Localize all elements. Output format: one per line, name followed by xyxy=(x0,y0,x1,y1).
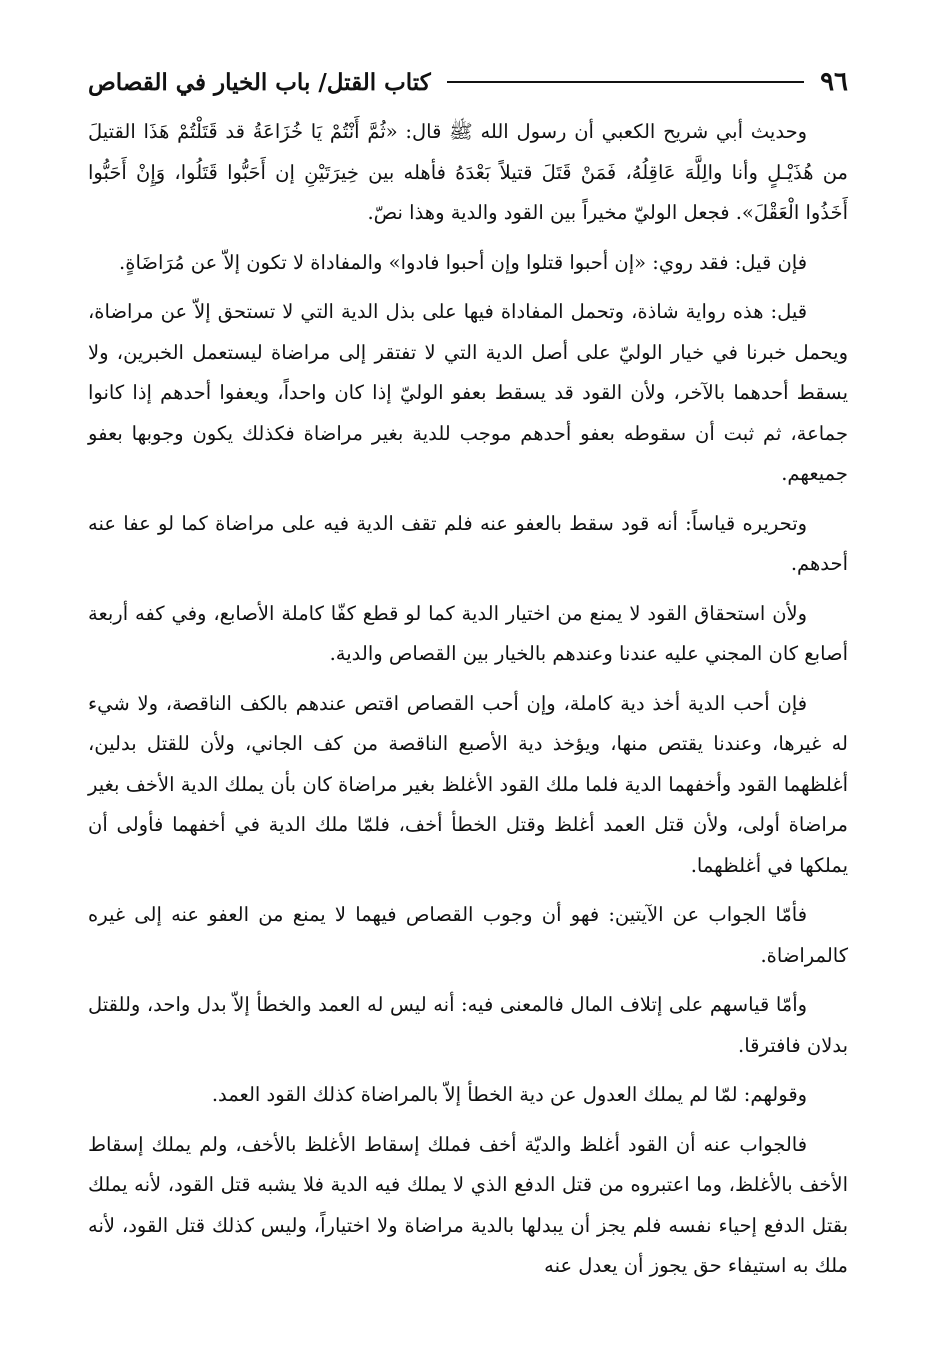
paragraph-6: فإن أحب الدية أخذ دية كاملة، وإن أحب القصاص اقتص عندهم بالكف الناقصة، ولا شيء له غيرها، وعندنا يقتص منها، ويؤخذ دية الأصبع الناقصة من كف الجاني، ولأن للقتل بدلين، أغلظهما القود وأخفهما الدية فلما ملك القود الأغلظ بغير مراضاة كان بأن يملك الدية الأخف بغير مراضاة أولى، ولأن قتل العمد أغلظ وقتل الخطأ أخف، فلمّا ملك الدية في أخفهما فأولى أن يملكها في أغلظهما. xyxy=(88,691,848,877)
paragraph-3: قيل: هذه رواية شاذة، وتحمل المفاداة فيها على بذل الدية التي لا تستحق إلاّ عن مراضاة، ويحمل خبرنا في خيار الوليّ على أصل الدية التي لا تفتقر إلى مراضاة ليستعمل الخبرين، ولا يسقط أحدهما بالآخر، ولأن القود قد يسقط بعفو الوليّ إذا كان واحداً، ويعفوا أحدهم إذا كانوا جماعة، ثم ثبت أن سقوطه بعفو أحدهم موجب للدية بغير مراضاة فكذلك يكون وجوبها بعفو جميعهم. xyxy=(88,300,848,485)
page-number: ٩٦ xyxy=(820,67,848,97)
paragraph-7: فأمّا الجواب عن الآيتين: فهو أن وجوب القصاص فيهما لا يمنع من العفو عنه إلى غيره كالمراضاة. xyxy=(88,903,848,967)
paragraph-9: وقولهم: لمّا لم يملك العدول عن دية الخطأ إلاّ بالمراضاة كذلك القود العمد. xyxy=(211,1083,808,1106)
paragraph-10: فالجواب عنه أن القود أغلظ والديّة أخف فملك إسقاط الأغلظ بالأخف، ولم يملك إسقاط الأخف بالأغلظ، وما اعتبروه من قتل الدفع الذي لا يملك فيه الدية فلا يشبه قتل القود، لأنه يملك بقتل الدفع إحياء نفسه فلم يجز أن يبدلها بالدية مراضاة ولا اختياراً، وليس كذلك قتل القود، لأنه ملك به استيفاء حق يجوز أن يعدل عنه xyxy=(88,1132,848,1277)
page-header xyxy=(88,62,848,102)
paragraph-2: فإن قيل: فقد روي: «إن أحبوا قتلوا وإن أحبوا فادوا» والمفاداة لا تكون إلاّ عن مُرَاضَاةٍ. xyxy=(119,250,808,274)
paragraph-5: ولأن استحقاق القود لا يمنع من اختيار الدية كما لو قطع كفّا كاملة الأصابع، وفي كفه أربعة أصابع كان المجني عليه عندنا وعندهم بالخيار بين القصاص والدية. xyxy=(88,601,848,665)
paragraph-1: وحديث أبي شريح الكعبي أن رسول الله ﷺ قال: «ثُمَّ أَنْتُمْ يَا خُزَاعَةُ قد قَتَلْتُمْ هَذَا القتيلَ من هُذَيْـلٍ وأنا والِلَّهَ عَاقِلُهُ، فَمَنْ قَتَلَ قتيلاً بَعْدَهُ فأهله بين خِيرَتَيْنِ إن أَحَبُّوا قَتَلُوا، وَإِنْ أَحَبُّوا أَخَذُوا الْعَقْلَ». فجعل الوليّ مخيراً بين القود والدية وهذا نصّ. xyxy=(88,120,848,224)
header-rule xyxy=(447,81,804,83)
paragraph-8: وأمّا قياسهم على إتلاف المال فالمعنى فيه: أنه ليس له العمد والخطأ إلاّ بدل واحد، وللقتل بدلان فافترقا. xyxy=(88,993,848,1057)
paragraph-4: وتحريره قياساً: أنه قود سقط بالعفو عنه فلم تقف الدية فيه على مراضاة كما لو عفا عنه أحدهم. xyxy=(88,511,848,575)
page-body xyxy=(88,112,848,1332)
running-title: كتاب القتل/ باب الخيار في القصاص xyxy=(88,68,431,96)
